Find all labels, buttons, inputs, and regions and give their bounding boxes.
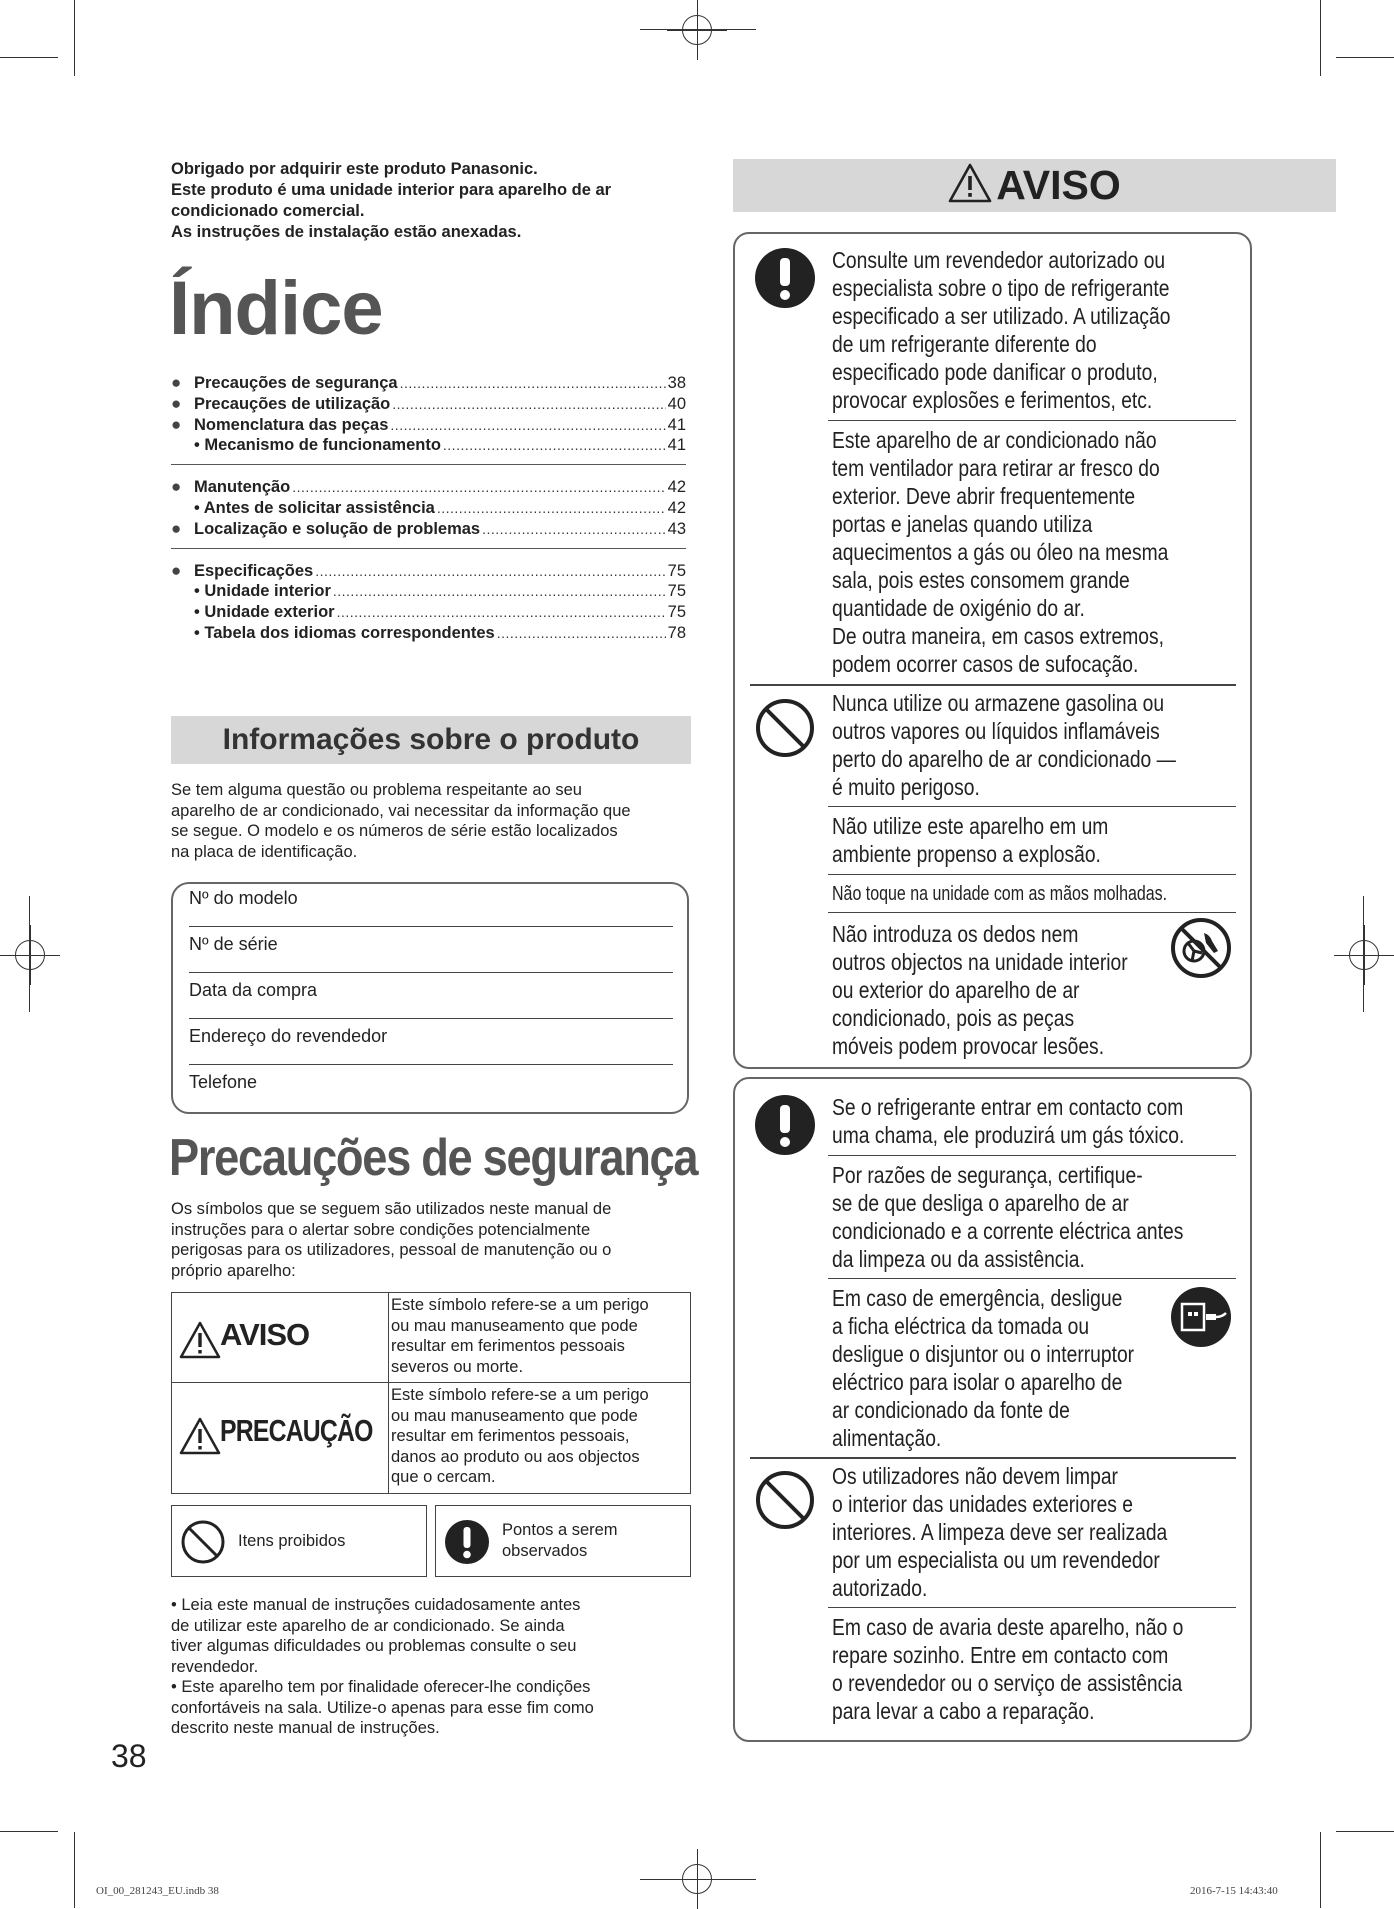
crop-mark	[0, 57, 58, 58]
crop-mark	[1336, 1831, 1394, 1832]
divider	[828, 420, 1236, 421]
bullet-icon: ●	[171, 477, 182, 497]
intro-line: Obrigado por adquirir este produto Panasonic.	[171, 160, 538, 178]
aviso-text: Se o refrigerante entrar em contacto com uma chama, ele produzirá um gás tóxico.	[832, 1094, 1185, 1148]
warning-triangle-icon	[179, 1417, 221, 1455]
bullet-icon: ●	[171, 560, 182, 580]
divider	[828, 1278, 1236, 1279]
aviso-text: Este aparelho de ar condicionado não tem ventilador para retirar ar fresco do exterior. Deve abrir frequentemente portas e janelas quando utiliza aquecimentos a gás ou óleo na mesma sala, pois estes consomem grande quantidade de oxigénio do ar. De outra maneira, em casos extremos, podem ocorrer casos de sufocação.	[832, 427, 1169, 677]
aviso-label: AVISO	[220, 1317, 310, 1352]
registration-mark	[667, 1849, 727, 1909]
bullet-icon: ●	[171, 393, 182, 413]
precaucao-label: PRECAUÇÃO	[220, 1413, 373, 1448]
aviso-heading	[733, 159, 1336, 212]
toc-entry[interactable]: ● Localização e solução de problemas ..... 43	[171, 519, 686, 540]
toc-entry[interactable]: ● Precauções de segurança ..... 38	[171, 373, 686, 394]
table-of-contents	[171, 373, 686, 644]
aviso-text: Em caso de emergência, desligue a ficha eléctrica da tomada ou desligue o disjuntor ou o interruptor eléctrico para isolar o aparelho de ar condicionado da fonte de alimentação.	[832, 1285, 1135, 1451]
toc-divider	[171, 548, 686, 549]
toc-entry[interactable]: ● Precauções de utilização ..... 40	[171, 394, 686, 415]
intro-line: Este produto é uma unidade interior para aparelho de ar	[171, 181, 612, 199]
safety-intro-text: Os símbolos que se seguem são utilizados neste manual de instruções para o alertar sobre condições potencialmente perigosas para os utilizadores, pessoal de manutenção ou o próprio aparelho:	[171, 1200, 612, 1281]
aviso-heading-text: AVISO	[996, 162, 1121, 208]
telephone-field[interactable]: Telefone	[189, 1072, 258, 1092]
index-title: Índice	[169, 266, 383, 351]
aviso-text: Por razões de segurança, certifique- se de que desliga o aparelho de ar condicionado e a corrente eléctrica antes da limpeza ou da assistência.	[832, 1162, 1184, 1272]
prohibited-legend	[171, 1505, 427, 1577]
dealer-address-field[interactable]: Endereço do revendedor	[189, 1026, 673, 1065]
note: • Este aparelho tem por finalidade oferecer-lhe condições confortáveis na sala. Utilize-o apenas para esse fim como descrito neste manual de instruções.	[171, 1678, 594, 1737]
bullet-icon: ●	[171, 518, 182, 538]
unplug-icon	[1170, 1286, 1232, 1348]
registration-mark	[0, 925, 60, 985]
aviso-text: Consulte um revendedor autorizado ou especialista sobre o tipo de refrigerante especificado a ser utilizado. A utilização de um refrigerante diferente do especificado pode danificar o produto, provocar explosões e ferimentos, etc.	[832, 247, 1171, 413]
aviso-text: Não introduza os dedos nem outros objectos na unidade interior ou exterior do aparelho de ar condicionado, pois as peças móveis podem provocar lesões.	[832, 921, 1128, 1059]
divider	[828, 912, 1236, 913]
safety-notes	[171, 1595, 701, 1739]
product-info-heading: Informações sobre o produto	[171, 716, 691, 764]
intro-text	[171, 159, 711, 243]
bullet-icon: ●	[171, 373, 182, 392]
footer-file: OI_00_281243_EU.indb 38	[96, 1885, 219, 1897]
toc-entry[interactable]: • Unidade interior ..... 75	[171, 581, 686, 602]
registration-mark	[1334, 925, 1394, 985]
intro-line: As instruções de instalação estão anexadas.	[171, 223, 522, 241]
aviso-text: Não toque na unidade com as mãos molhadas.	[832, 882, 1168, 905]
exclamation-icon	[754, 247, 816, 309]
product-info-form	[171, 882, 689, 1114]
registration-mark	[667, 0, 727, 60]
precaucao-description: Este símbolo refere-se a um perigo ou mau manuseamento que pode resultar em ferimentos pessoais, danos ao produto ou aos objectos que o cercam.	[391, 1386, 649, 1486]
page-number: 38	[111, 1738, 147, 1774]
bullet-icon: ●	[171, 414, 182, 434]
toc-entry[interactable]: • Tabela dos idiomas correspondentes ..... 78	[171, 623, 686, 644]
toc-divider	[171, 464, 686, 465]
prohibited-icon	[754, 1469, 816, 1531]
crop-mark	[1320, 0, 1321, 76]
aviso-text: Os utilizadores não devem limpar o interior das unidades exteriores e interiores. A limpeza deve ser realizada por um especialista ou um revendedor autorizado.	[832, 1463, 1168, 1601]
divider	[828, 874, 1236, 875]
exclamation-icon	[754, 1094, 816, 1156]
warning-triangle-icon	[948, 163, 992, 203]
serial-number-field[interactable]: Nº de série	[189, 934, 673, 973]
purchase-date-field[interactable]: Data da compra	[189, 980, 673, 1019]
precaucao-symbol-row	[172, 1383, 690, 1493]
divider	[828, 1155, 1236, 1156]
divider	[750, 1457, 1236, 1459]
safety-title: Precauções de segurança	[169, 1129, 698, 1187]
crop-mark	[74, 1832, 75, 1908]
symbol-table	[171, 1292, 691, 1494]
model-number-field[interactable]: Nº do modelo	[189, 888, 673, 927]
toc-entry[interactable]: ● Nomenclatura das peças ..... 41	[171, 415, 686, 436]
prohibited-icon	[180, 1519, 226, 1565]
observed-label: Pontos a serem observados	[502, 1521, 618, 1560]
prohibited-icon	[754, 697, 816, 759]
toc-entry[interactable]: ● Especificações ..... 75	[171, 561, 686, 582]
no-fingers-fan-icon	[1170, 917, 1232, 979]
warning-triangle-icon	[179, 1321, 221, 1359]
crop-mark	[0, 1831, 58, 1832]
toc-entry[interactable]: • Antes de solicitar assistência ..... 42	[171, 498, 686, 519]
product-info-text: Se tem alguma questão ou problema respeitante ao seu aparelho de ar condicionado, vai necessitar da informação que se segue. O modelo e os números de série estão localizados na placa de identificação.	[171, 781, 631, 862]
crop-mark	[1336, 57, 1394, 58]
prohibited-label: Itens proibidos	[238, 1532, 346, 1550]
aviso-symbol-row	[172, 1293, 690, 1382]
intro-line: condicionado comercial.	[171, 202, 365, 220]
aviso-text: Nunca utilize ou armazene gasolina ou outros vapores ou líquidos inflamáveis perto do aparelho de ar condicionado — é muito perigoso.	[832, 690, 1176, 800]
crop-mark	[1320, 1832, 1321, 1908]
observed-legend	[435, 1505, 691, 1577]
aviso-text: Em caso de avaria deste aparelho, não o repare sozinho. Entre em contacto com o revendedor ou o serviço de assistência para levar a cabo a reparação.	[832, 1614, 1184, 1724]
divider	[750, 684, 1236, 686]
crop-mark	[74, 0, 75, 76]
divider	[828, 1607, 1236, 1608]
footer-timestamp: 2016-7-15 14:43:40	[1190, 1885, 1278, 1897]
toc-entry[interactable]: ● Manutenção ..... 42	[171, 477, 686, 498]
aviso-text: Não utilize este aparelho em um ambiente propenso a explosão.	[832, 813, 1109, 867]
note: • Leia este manual de instruções cuidadosamente antes de utilizar este aparelho de ar condicionado. Se ainda tiver algumas dificuldades ou problemas consulte o seu revendedor.	[171, 1596, 581, 1676]
toc-entry[interactable]: • Unidade exterior ..... 75	[171, 602, 686, 623]
exclamation-icon	[444, 1519, 490, 1565]
toc-entry[interactable]: • Mecanismo de funcionamento ..... 41	[171, 435, 686, 456]
divider	[828, 806, 1236, 807]
aviso-description: Este símbolo refere-se a um perigo ou mau manuseamento que pode resultar em ferimentos pessoais severos ou morte.	[391, 1296, 649, 1376]
